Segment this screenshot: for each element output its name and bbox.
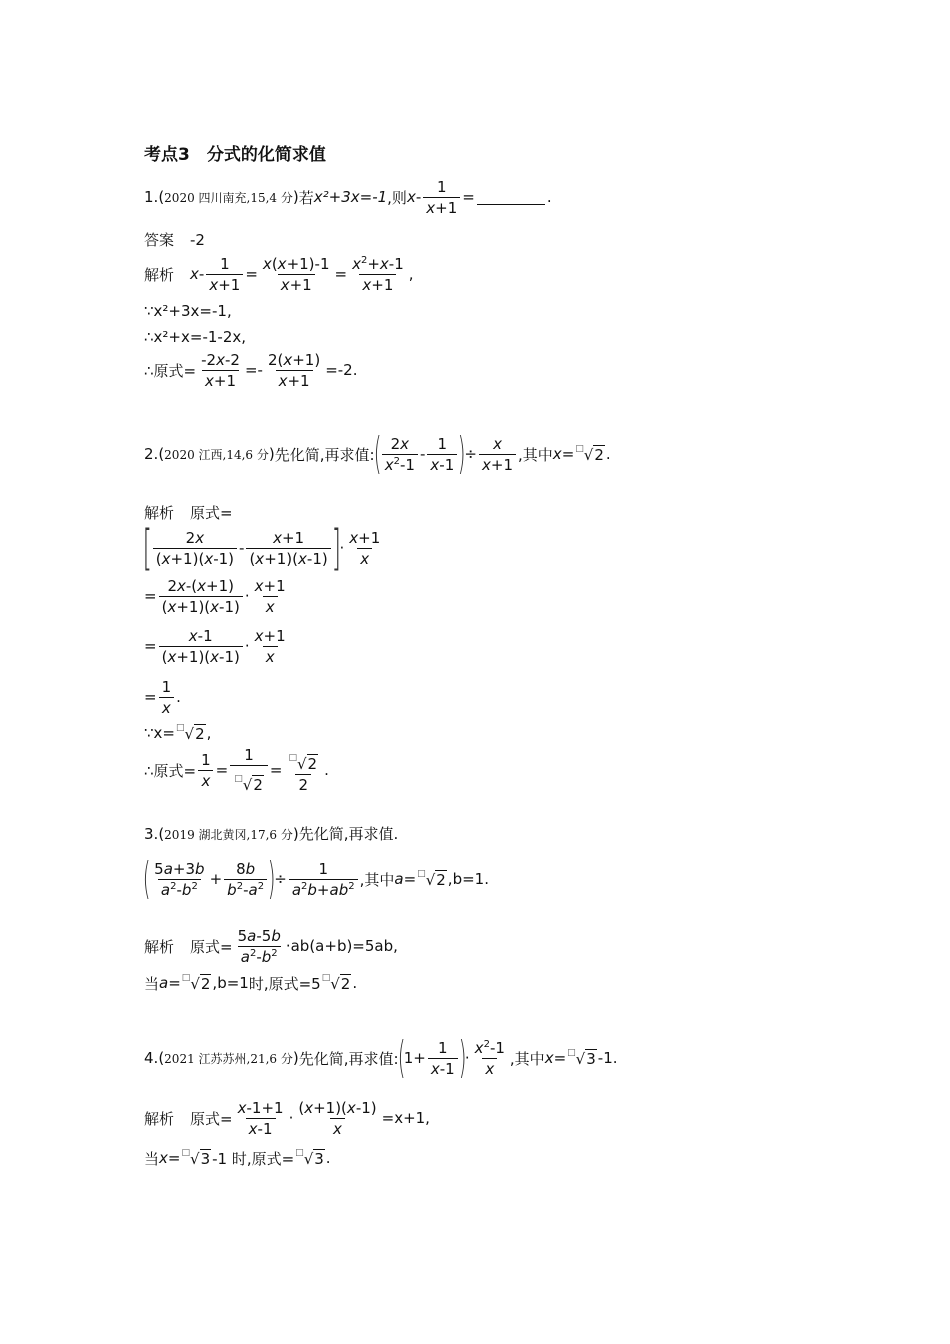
answer-label: 答案 [144,231,175,249]
fraction: 8b $b^2-a^2$ [224,860,267,899]
fraction: x+1 x [254,576,286,616]
fraction: x x+1 [479,435,516,474]
when-text: 当 [144,1149,160,1168]
problem-number: 4. [144,1049,159,1067]
fraction: 5a+3b $a^2-b^2$ [154,859,205,899]
problem-3-expression: ( 5a+3b $a^2-b^2$ + 8b $b^2-a^2$ ) ÷ 1 $a^2b+ab^2$ ,其中 a = □ √ 2 ,b=1. [142,853,489,904]
analysis-line-2: ∵x²+3x=-1, [144,302,232,320]
analysis-label: 解析 [144,1109,175,1128]
fraction: 1 □ √ 2 [230,746,268,794]
step-2: = 2x-(x+1) (x+1)(x-1) · x+1 x [144,573,291,619]
cond-end: -1. [597,1049,618,1067]
problem-3-analysis [144,923,398,969]
analysis-label: 解析 [144,937,175,956]
analysis-line-4: ∴原式= $\frac{-2x-2}{x+1}$ =- $\frac{2(x+1)}{x+1}$ =-2. [144,350,358,390]
result-line: ∴原式= $\frac{1}{x}$ = 1 □ √ 2 = □ √ 2 2 . [144,746,329,794]
problem-source: 2019 湖北黄冈,17,6 分 [164,828,293,842]
sqrt: □ √ 2 [321,972,351,993]
step-1: [ 2x (x+1)(x-1) - x+1 (x+1)(x-1) ] · x+1 x [144,522,385,574]
fraction: 1 x+1 [423,178,460,217]
fraction: 1 x-1 [428,1039,458,1078]
fraction: 1 x-1 [427,435,457,474]
problem-source: 2020 江西,14,6 分 [164,447,269,462]
fraction: $\frac{1}{x}$ [198,751,214,790]
problem-number: 2. [144,445,159,463]
cond-mid: ,则 [387,188,407,207]
since-text: ∵x= [144,724,175,742]
sqrt: □ √ 2 [176,722,205,743]
cond-prefix: ,其中 [509,1049,545,1068]
sqrt: □ √ 3 [181,1147,211,1168]
result-text: ·ab(a+b)=5ab, [285,937,398,955]
fraction: $\frac{(x+1)(x-1)}{x}$ [298,1098,377,1138]
when-result: -1 时,原式= [212,1149,295,1168]
fraction: 1 $a^2b+ab^2$ [289,860,358,899]
b-condition: ,b=1. [447,870,489,888]
problem-2-analysis-head [144,502,233,523]
step-4: = 1 x . [144,677,181,717]
fraction: x+1 x [349,528,381,568]
step-3: = x-1 (x+1)(x-1) · x+1 x [144,623,291,669]
problem-1-question: 1. ( 2020 四川南充,15,4 分 ) 若 x²+3x=-1 ,则 x - 1 x+1 = . [144,177,552,217]
problem-4-when: 当 x = □ √ 3 -1 时,原式= □ √ 3 . [144,1147,331,1168]
fraction: x(x+1)-1 x+1 [262,254,330,294]
orig-label: 原式= [190,937,233,956]
problem-source: 2021 江苏苏州,21,6 分 [164,1051,293,1066]
result-text: =x+1, [381,1109,430,1127]
when-result: 时,原式=5 [248,974,321,993]
fraction: x-1 (x+1)(x-1) [159,627,243,666]
cond-prefix: ,其中 [518,445,553,464]
fraction: $\frac{x-1+1}{x-1}$ [237,1098,284,1138]
task-text: 先化简,再求值: [298,1049,399,1068]
since-line: ∵x= □ √ 2 , [144,722,212,743]
when-b: ,b=1 [212,974,249,992]
sqrt: □ √ 3 [567,1047,596,1068]
line-prefix: ∴原式= [144,361,197,380]
problem-number: 1. [144,188,159,206]
fraction: □ √ 2 2 [288,753,318,794]
orig-label: 原式= [190,1109,233,1128]
task-text: 先化简,再求值: [274,445,375,464]
problem-3-question-head: 3.(2019 湖北黄冈,17,6 分)先化简,再求值. [144,825,399,843]
analysis-line-3: ∴x²+x=-1-2x, [144,328,247,346]
question-end: . [546,188,552,206]
analysis-label: 解析 [144,504,175,522]
fraction: $\frac{2(x+1)}{x+1}$ [267,350,321,390]
section-title: 考点3 分式的化简求值 [144,145,326,165]
fraction: 2x $x^2-1$ [382,435,418,474]
fraction: 1 x+1 [206,255,243,294]
analysis-label: 解析 [144,265,175,284]
sqrt: □ √ 2 [181,972,211,993]
answer-blank [477,190,545,205]
problem-3-when: 当 a = □ √ 2 ,b=1 时,原式=5 □ √ 2 . [144,972,358,993]
problem-4-question: 4. ( 2021 江苏苏州,21,6 分 ) 先化简,再求值: ( 1+ 1 x-1 ) · $x^2-1$ x ,其中 x = □ √ 3 -1. [144,1032,618,1083]
condition: x²+3x=-1 [313,188,388,206]
when-text: 当 [144,974,160,993]
fraction: $x^2-1$ x [474,1038,505,1078]
therefore-text: ∴原式= [144,761,197,780]
fraction: $x^2+x-1$ x+1 [352,254,404,294]
orig-label: 原式= [190,504,233,522]
fraction: 1 x [159,678,175,717]
task-text: 先化简,再求值. [298,825,399,843]
cond-prefix: 若 [298,188,314,207]
fraction: x+1 x [254,626,286,666]
sqrt: □ √ 2 [417,868,446,889]
cond-prefix: ,其中 [359,870,395,889]
answer-line [144,229,205,250]
sqrt: □ √ 3 [295,1147,324,1168]
answer-value: -2 [190,231,205,249]
problem-1-analysis: 解析 x - 1 x+1 = x(x+1)-1 x+1 = $x^2+x-1$ x+1 , [144,254,414,294]
fraction: x+1 (x+1)(x-1) [246,529,330,568]
problem-4-analysis: 解析 原式= $\frac{x-1+1}{x-1}$ · $\frac{(x+1)(x-1)}{x}$ =x+1, [144,1098,430,1138]
fraction: 2x (x+1)(x-1) [153,529,237,568]
fraction: 2x-(x+1) (x+1)(x-1) [159,577,243,616]
sqrt: □ √ 2 [575,443,604,464]
line-end: =-2. [325,361,358,379]
fraction: $\frac{5a-5b}{a^2-b^2}$ [237,926,281,966]
problem-number: 3. [144,825,159,843]
problem-source: 2020 四川南充,15,4 分 [164,190,293,205]
fraction: $\frac{-2x-2}{x+1}$ [201,350,240,390]
problem-2-question: 2. ( 2020 江西,14,6 分 ) 先化简,再求值: ( 2x $x^2-1$ - 1 x-1 ) ÷ x x+1 ,其中 x = □ √ 2 . [144,428,611,479]
